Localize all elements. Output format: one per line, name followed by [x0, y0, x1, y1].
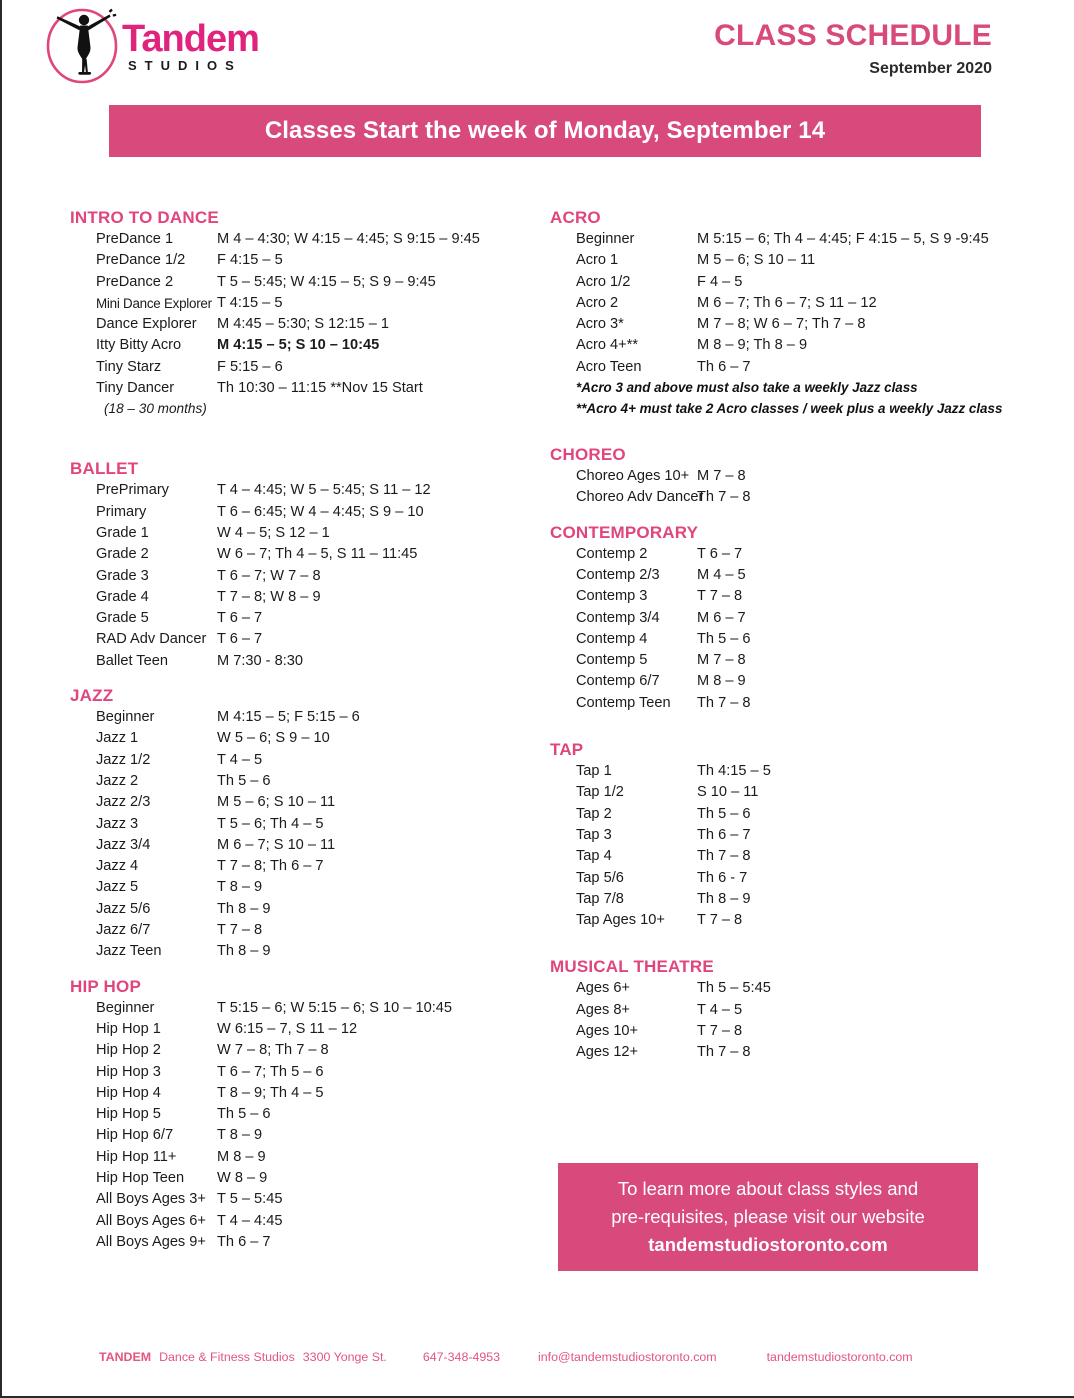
- class-row: [550, 293, 1050, 314]
- class-time: M 7 – 8: [697, 468, 746, 485]
- class-name: Ages 12+: [576, 1044, 639, 1061]
- class-time: F 4 – 5: [697, 273, 743, 290]
- section-rows: [70, 480, 540, 672]
- class-time: Th 5 – 6: [217, 772, 271, 789]
- section-rows: [550, 544, 1050, 714]
- class-name: Tap 1/2: [576, 784, 624, 801]
- class-row: [70, 750, 540, 771]
- class-time: Th 5 – 5:45: [697, 980, 771, 997]
- page-header: [2, 0, 1074, 96]
- class-time: T 6 – 7; Th 5 – 6: [217, 1063, 324, 1080]
- class-time: M 6 – 7; Th 6 – 7; S 11 – 12: [697, 294, 877, 311]
- class-name: Choreo Ages 10+: [576, 468, 690, 485]
- class-name: Acro Teen: [576, 358, 642, 375]
- class-name: Contemp 2/3: [576, 566, 660, 583]
- section-title: ACRO: [550, 208, 601, 227]
- section-title: MUSICAL THEATRE: [550, 957, 714, 977]
- class-time: T 5 – 5:45; W 4:15 – 5; S 9 – 9:45: [217, 273, 436, 290]
- class-row: [70, 1104, 540, 1125]
- class-time: M 5 – 6; S 10 – 11: [217, 794, 336, 811]
- class-row: [70, 587, 540, 608]
- class-row: [70, 899, 540, 920]
- class-name: PreDance 2: [96, 273, 174, 290]
- callout-line-2: pre-requisites, please visit our website: [611, 1206, 925, 1227]
- class-row: [70, 229, 540, 250]
- schedule-section: [550, 957, 1050, 1063]
- class-name: Acro 1/2: [576, 273, 631, 290]
- class-row: [70, 856, 540, 877]
- class-time: Th 8 – 9: [217, 900, 271, 917]
- section-rows: [70, 707, 540, 963]
- class-row: [550, 782, 1050, 803]
- class-row: [70, 707, 540, 728]
- class-row: [70, 814, 540, 835]
- class-time: T 6 – 6:45; W 4 – 4:45; S 9 – 10: [217, 503, 424, 520]
- class-name: Hip Hop 4: [96, 1084, 161, 1101]
- class-time: T 5:15 – 6; W 5:15 – 6; S 10 – 10:45: [217, 999, 453, 1016]
- class-row: [70, 544, 540, 565]
- class-row: [70, 523, 540, 544]
- class-time: M 8 – 9: [217, 1148, 266, 1165]
- class-time: T 4 – 5: [217, 751, 263, 768]
- section-rows: [550, 466, 1050, 509]
- schedule-section: [550, 523, 1050, 714]
- class-time: Th 6 – 7: [697, 358, 751, 375]
- section-spacer: [70, 672, 540, 686]
- class-time: T 7 – 8; W 8 – 9: [217, 588, 321, 605]
- class-time: Th 7 – 8: [697, 694, 751, 711]
- class-row: [70, 357, 540, 378]
- class-time: Th 7 – 8: [697, 489, 751, 506]
- start-date-banner: [109, 105, 981, 157]
- section-spacer: [550, 931, 1050, 957]
- class-time: T 6 – 7: [217, 631, 263, 648]
- section-title: TAP: [550, 740, 584, 760]
- class-name: Hip Hop 2: [96, 1042, 161, 1059]
- class-row: [70, 877, 540, 898]
- class-name: Beginner: [576, 231, 635, 247]
- class-name: RAD Adv Dancer: [96, 631, 207, 648]
- class-row: [70, 250, 540, 271]
- class-row: [550, 693, 1050, 714]
- class-row: [550, 910, 1050, 931]
- class-row: [550, 1000, 1050, 1021]
- class-time: T 6 – 7: [697, 545, 743, 562]
- class-name: Grade 3: [96, 567, 149, 584]
- schedule-section: [70, 208, 540, 419]
- class-row: [550, 335, 1050, 356]
- class-row: [550, 868, 1050, 889]
- class-name: Acro 2: [576, 294, 619, 311]
- section-spacer: [550, 419, 1050, 445]
- class-time: M 4 – 4:30; W 4:15 – 4:45; S 9:15 – 9:45: [217, 231, 480, 247]
- class-time: T 8 – 9; Th 4 – 5: [217, 1084, 324, 1101]
- class-row: [70, 998, 540, 1019]
- callout-line-1: To learn more about class styles and: [617, 1178, 919, 1199]
- class-time: Th 6 - 7: [697, 869, 748, 886]
- class-row: [550, 650, 1050, 671]
- section-title: HIP HOP: [70, 976, 141, 996]
- class-row: [70, 378, 540, 399]
- section-rows: [550, 978, 1050, 1063]
- class-name: Ages 10+: [576, 1023, 639, 1040]
- class-time: W 6:15 – 7, S 11 – 12: [217, 1020, 358, 1037]
- class-row: [70, 1189, 540, 1210]
- class-row: [550, 825, 1050, 846]
- class-time: M 4:15 – 5; F 5:15 – 6: [217, 709, 360, 726]
- class-name: Hip Hop 1: [96, 1020, 161, 1037]
- class-name: Tap Ages 10+: [576, 912, 665, 929]
- footer-website[interactable]: tandemstudiostoronto.com: [766, 1350, 913, 1364]
- class-time: M 7 – 8; W 6 – 7; Th 7 – 8: [697, 316, 866, 333]
- section-rows: [70, 998, 540, 1254]
- class-row: [550, 357, 1050, 378]
- class-row: [70, 920, 540, 941]
- class-time: M 8 – 9: [697, 673, 746, 690]
- class-row: [550, 250, 1050, 271]
- section-title: BALLET: [70, 459, 139, 479]
- class-row: [70, 1232, 540, 1253]
- website-callout-box[interactable]: [558, 1163, 978, 1271]
- class-name: Jazz 3/4: [96, 836, 151, 853]
- section-spacer: [550, 509, 1050, 523]
- class-row: [70, 293, 540, 314]
- header-title-block: [714, 20, 992, 78]
- class-name: Acro 3*: [576, 316, 624, 333]
- class-name: Tiny Dancer: [96, 380, 175, 397]
- class-name: Grade 2: [96, 546, 149, 563]
- class-time: F 4:15 – 5: [217, 252, 283, 269]
- class-name: Contemp 2: [576, 545, 648, 562]
- class-time: W 4 – 5; S 12 – 1: [217, 524, 330, 541]
- section-spacer: [70, 419, 540, 459]
- class-name: Tap 7/8: [576, 890, 624, 907]
- class-name: Ballet Teen: [96, 652, 168, 669]
- class-row: [550, 1042, 1050, 1063]
- class-row: [550, 586, 1050, 607]
- class-name: Primary: [96, 503, 147, 520]
- class-row: [70, 1062, 540, 1083]
- class-name: Jazz 5: [96, 879, 139, 896]
- class-name: Jazz Teen: [96, 943, 162, 960]
- class-name: Tap 2: [576, 805, 612, 822]
- schedule-section: [70, 459, 540, 672]
- class-name: Hip Hop 3: [96, 1063, 161, 1080]
- class-time: M 4:15 – 5; S 10 – 10:45: [217, 337, 380, 354]
- class-row: [550, 804, 1050, 825]
- class-time: W 8 – 9: [217, 1169, 268, 1186]
- class-name: Jazz 2: [96, 772, 139, 789]
- footer-address: 3300 Yonge St.: [302, 1350, 387, 1364]
- class-time: T 7 – 8; Th 6 – 7: [217, 858, 324, 875]
- class-age-subnote: (18 – 30 months): [104, 401, 207, 417]
- class-time: T 4 – 4:45: [217, 1212, 283, 1229]
- section-title: CHOREO: [550, 445, 626, 465]
- class-time: T 5 – 5:45: [217, 1191, 283, 1208]
- section-title: CONTEMPORARY: [550, 522, 699, 542]
- class-name: Contemp 4: [576, 630, 648, 647]
- logo-subtext: S T U D I O S: [128, 58, 237, 73]
- class-row: [70, 1147, 540, 1168]
- class-name: Contemp 3/4: [576, 609, 660, 626]
- section-rows: [70, 229, 540, 399]
- class-name: Grade 1: [96, 524, 149, 541]
- class-row: [550, 761, 1050, 782]
- class-row: [70, 502, 540, 523]
- class-time: Th 7 – 8: [697, 848, 751, 865]
- class-name: All Boys Ages 3+: [96, 1191, 206, 1208]
- class-name: Mini Dance Explorer: [96, 295, 212, 311]
- class-name: Tap 3: [576, 826, 612, 843]
- class-row: [550, 314, 1050, 335]
- class-row: [70, 728, 540, 749]
- class-name: Tap 1: [576, 763, 612, 780]
- section-footnote: **Acro 4+ must take 2 Acro classes / week plus a weekly Jazz class: [576, 400, 1003, 416]
- class-time: Th 5 – 6: [217, 1106, 271, 1123]
- class-name: Jazz 2/3: [96, 794, 151, 811]
- class-name: Tiny Starz: [96, 358, 162, 375]
- class-time: Th 4:15 – 5: [697, 763, 771, 780]
- class-row: [550, 229, 1050, 250]
- class-time: M 5:15 – 6; Th 4 – 4:45; F 4:15 – 5, S 9 -9:45: [697, 231, 989, 247]
- class-row: [70, 566, 540, 587]
- class-row: [70, 629, 540, 650]
- schedule-section: [70, 686, 540, 963]
- class-row: [70, 1211, 540, 1232]
- class-time: T 4 – 5: [697, 1001, 743, 1018]
- class-row: [70, 1019, 540, 1040]
- class-time: Th 10:30 – 11:15 **Nov 15 Start: [217, 380, 423, 397]
- class-name: Jazz 4: [96, 858, 139, 875]
- class-time: Th 7 – 8: [697, 1044, 751, 1061]
- callout-website-link[interactable]: tandemstudiostoronto.com: [648, 1234, 888, 1255]
- class-name: Choreo Adv Dancer: [576, 489, 704, 506]
- class-row: [550, 671, 1050, 692]
- schedule-section: [70, 977, 540, 1254]
- start-date-banner-text: Classes Start the week of Monday, September 14: [264, 117, 826, 144]
- class-name: Contemp 3: [576, 588, 648, 605]
- class-time: T 4:15 – 5: [217, 294, 283, 311]
- section-rows: [550, 229, 1050, 378]
- section-spacer: [70, 963, 540, 977]
- section-title: INTRO TO DANCE: [70, 208, 219, 227]
- class-name: Tap 4: [576, 848, 612, 865]
- class-time: M 6 – 7; S 10 – 11: [217, 836, 336, 853]
- class-row: [70, 608, 540, 629]
- class-name: Jazz 5/6: [96, 900, 151, 917]
- class-name: Contemp Teen: [576, 694, 671, 711]
- schedule-column-left: [70, 208, 540, 1253]
- section-rows: [550, 761, 1050, 931]
- class-time: M 5 – 6; S 10 – 11: [697, 252, 816, 269]
- class-time: S 10 – 11: [697, 784, 759, 801]
- page-footer: [2, 1350, 1074, 1364]
- section-spacer: [550, 714, 1050, 740]
- class-row: [70, 314, 540, 335]
- class-time: T 8 – 9: [217, 1127, 263, 1144]
- class-time: Th 5 – 6: [697, 805, 751, 822]
- footer-brand-rest: Dance & Fitness Studios: [159, 1350, 295, 1364]
- class-time: T 7 – 8: [697, 588, 743, 605]
- class-row: [70, 1125, 540, 1146]
- section-footnote: *Acro 3 and above must also take a weekly Jazz class: [576, 380, 918, 396]
- class-time: M 7:30 - 8:30: [217, 652, 303, 669]
- class-name: Jazz 1: [96, 730, 139, 747]
- class-name: Jazz 1/2: [96, 751, 151, 768]
- class-row: [550, 272, 1050, 293]
- class-row: [70, 771, 540, 792]
- class-name: Dance Explorer: [96, 316, 197, 333]
- class-time: Th 8 – 9: [217, 943, 271, 960]
- class-row: [70, 651, 540, 672]
- section-title: JAZZ: [70, 686, 114, 706]
- class-row: [550, 1021, 1050, 1042]
- class-time: Th 6 – 7: [697, 826, 751, 843]
- class-row: [70, 1168, 540, 1189]
- class-time: T 4 – 4:45; W 5 – 5:45; S 11 – 12: [217, 482, 431, 499]
- class-row: [70, 1040, 540, 1061]
- footer-email[interactable]: info@tandemstudiostoronto.com: [538, 1350, 717, 1364]
- class-row: [70, 1083, 540, 1104]
- class-time: M 6 – 7: [697, 609, 746, 626]
- class-time: T 8 – 9: [217, 879, 263, 896]
- logo-wordmark: Tandem: [122, 18, 259, 60]
- logo-svg: [40, 6, 270, 86]
- class-row: [70, 835, 540, 856]
- class-name: Contemp 6/7: [576, 673, 660, 690]
- class-name: Hip Hop 6/7: [96, 1127, 174, 1144]
- tandem-studios-logo: [40, 6, 270, 86]
- class-row: [70, 272, 540, 293]
- class-row: [550, 846, 1050, 867]
- class-name: Beginner: [96, 709, 155, 726]
- class-time: F 5:15 – 6: [217, 358, 283, 375]
- class-name: All Boys Ages 9+: [96, 1233, 206, 1250]
- class-time: Th 6 – 7: [217, 1233, 271, 1250]
- class-time: Th 8 – 9: [697, 890, 751, 907]
- class-time: Th 5 – 6: [697, 630, 751, 647]
- class-time: M 8 – 9; Th 8 – 9: [697, 337, 808, 354]
- class-time: M 4 – 5: [697, 566, 746, 583]
- class-name: PreDance 1/2: [96, 252, 186, 269]
- class-name: PreDance 1: [96, 231, 174, 247]
- class-time: T 6 – 7: [217, 610, 263, 627]
- class-row: [550, 466, 1050, 487]
- class-name: Acro 4+**: [576, 337, 639, 354]
- class-row: [550, 565, 1050, 586]
- class-time: T 5 – 6; Th 4 – 5: [217, 815, 324, 832]
- class-time: W 6 – 7; Th 4 – 5, S 11 – 11:45: [217, 546, 418, 563]
- class-time: W 7 – 8; Th 7 – 8: [217, 1042, 329, 1059]
- class-name: Contemp 5: [576, 652, 648, 669]
- class-row: [550, 978, 1050, 999]
- class-name: Ages 6+: [576, 980, 630, 997]
- footer-phone[interactable]: 647-348-4953: [422, 1350, 501, 1364]
- class-row: [70, 480, 540, 501]
- class-name: Jazz 3: [96, 815, 139, 832]
- class-name: Grade 5: [96, 610, 149, 627]
- class-time: T 7 – 8: [697, 912, 743, 929]
- class-name: Ages 8+: [576, 1001, 630, 1018]
- class-row: [550, 889, 1050, 910]
- dancer-silhouette-icon: [57, 9, 117, 75]
- class-name: Tap 5/6: [576, 869, 624, 886]
- class-name: Grade 4: [96, 588, 149, 605]
- class-name: Hip Hop 11+: [96, 1148, 177, 1165]
- class-time: W 5 – 6; S 9 – 10: [217, 730, 330, 747]
- class-row: [550, 629, 1050, 650]
- class-time: T 7 – 8: [217, 922, 263, 939]
- class-name: Itty Bitty Acro: [96, 337, 182, 354]
- class-time: M 7 – 8: [697, 652, 746, 669]
- class-time: T 7 – 8: [697, 1023, 743, 1040]
- class-row: [70, 792, 540, 813]
- class-time: T 6 – 7; W 7 – 8: [217, 567, 321, 584]
- class-name: PrePrimary: [96, 482, 169, 499]
- class-name: Hip Hop 5: [96, 1106, 161, 1123]
- footer-brand: TANDEM: [99, 1350, 152, 1364]
- class-row: [70, 335, 540, 356]
- class-name: Acro 1: [576, 252, 619, 269]
- class-time: M 4:45 – 5:30; S 12:15 – 1: [217, 316, 390, 333]
- class-name: Jazz 6/7: [96, 922, 151, 939]
- page-title: CLASS SCHEDULE: [714, 19, 992, 52]
- class-name: All Boys Ages 6+: [96, 1212, 206, 1229]
- class-row: [550, 487, 1050, 508]
- schedule-section: [550, 445, 1050, 509]
- schedule-section: [550, 740, 1050, 931]
- schedule-column-right: [550, 208, 1050, 1064]
- class-name: Hip Hop Teen: [96, 1169, 185, 1186]
- class-row: [550, 608, 1050, 629]
- class-row: [70, 941, 540, 962]
- page-subtitle: September 2020: [869, 59, 992, 77]
- class-name: Beginner: [96, 999, 155, 1016]
- class-row: [550, 544, 1050, 565]
- schedule-section: [550, 208, 1050, 419]
